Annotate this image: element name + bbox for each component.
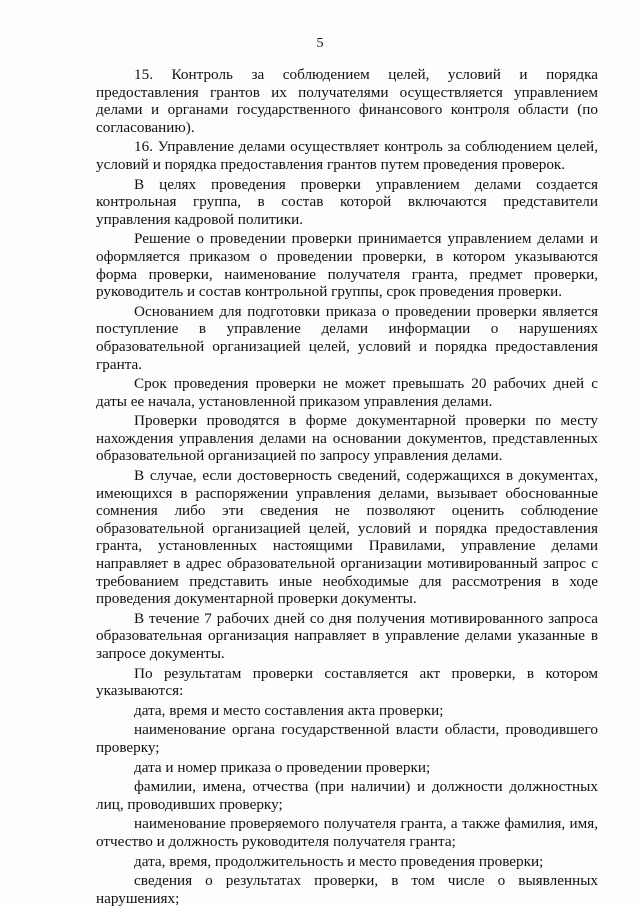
paragraph-16-control: 16. Управление делами осуществляет контроль за соблюдением целей, условий и порядка предоставления грантов путем проведения проверок. [96, 138, 598, 173]
paragraph-control-group: В целях проведения проверки управлением делами создается контрольная группа, в состав которой включаются представители управления кадровой политики. [96, 175, 598, 228]
list-item-act-date: дата, время и место составления акта проверки; [134, 701, 444, 719]
paragraph-motivated-request: В случае, если достоверность сведений, содержащихся в документах, имеющихся в распоряжении управления делами, вызывает обоснованные сомнения либо эти сведения не позволяют оценить соблюдение образовательной организацией целей, условий и порядка предоставления гранта, установленных настоящими Правилами, управление делами направляет в адрес образовательной организации мотивированный запрос с требованием представить иные необходимые для рассмотрения в ходе проведения документарной проверки документы. [96, 467, 598, 608]
list-item-recipient-name: наименование проверяемого получателя гранта, а также фамилия, имя, отчество и должность руководителя получателя гранта; [96, 815, 598, 850]
paragraph-inspection-term: Срок проведения проверки не может превышать 20 рабочих дней с даты ее начала, установленной приказом управления делами. [96, 375, 598, 410]
paragraph-inspection-form: Проверки проводятся в форме документарной проверки по месту нахождения управления делами на основании документов, представленных образовательной организацией по запросу управления делами. [96, 412, 598, 465]
paragraph-inspection-decision: Решение о проведении проверки принимается управлением делами и оформляется приказом о проведении проверки, в котором указываются форма проверки, наименование получателя гранта, предмет проверки, руководитель и состав контрольной группы, срок проведения проверки. [96, 230, 598, 301]
page-number: 5 [316, 36, 324, 51]
list-item-authority-name: наименование органа государственной власти области, проводившего проверку; [96, 721, 598, 756]
list-item-order-number: дата и номер приказа о проведении проверки; [134, 758, 431, 776]
paragraph-15-control: 15. Контроль за соблюдением целей, условий и порядка предоставления грантов их получателями осуществляется управлением делами и органами государственного финансового контроля области (по согласованию). [96, 66, 598, 136]
paragraph-document-submission: В течение 7 рабочих дней со дня получения мотивированного запроса образовательная организация направляет в управление делами указанные в запросе документы. [96, 609, 598, 662]
paragraph-inspection-act: По результатам проверки составляется акт проверки, в котором указываются: [96, 664, 598, 700]
list-item-inspection-time: дата, время, продолжительность и место проведения проверки; [134, 852, 544, 870]
list-item-officials: фамилии, имена, отчества (при наличии) и должности должностных лиц, проводивших проверку; [96, 778, 598, 813]
document-body [96, 66, 598, 907]
paragraph-inspection-grounds: Основанием для подготовки приказа о проведении проверки является поступление в управление делами информации о нарушениях образовательной организацией целей, условий и порядка предоставления гранта. [96, 302, 598, 373]
list-item-inspection-results: сведения о результатах проверки, в том числе о выявленных нарушениях; [96, 872, 598, 907]
